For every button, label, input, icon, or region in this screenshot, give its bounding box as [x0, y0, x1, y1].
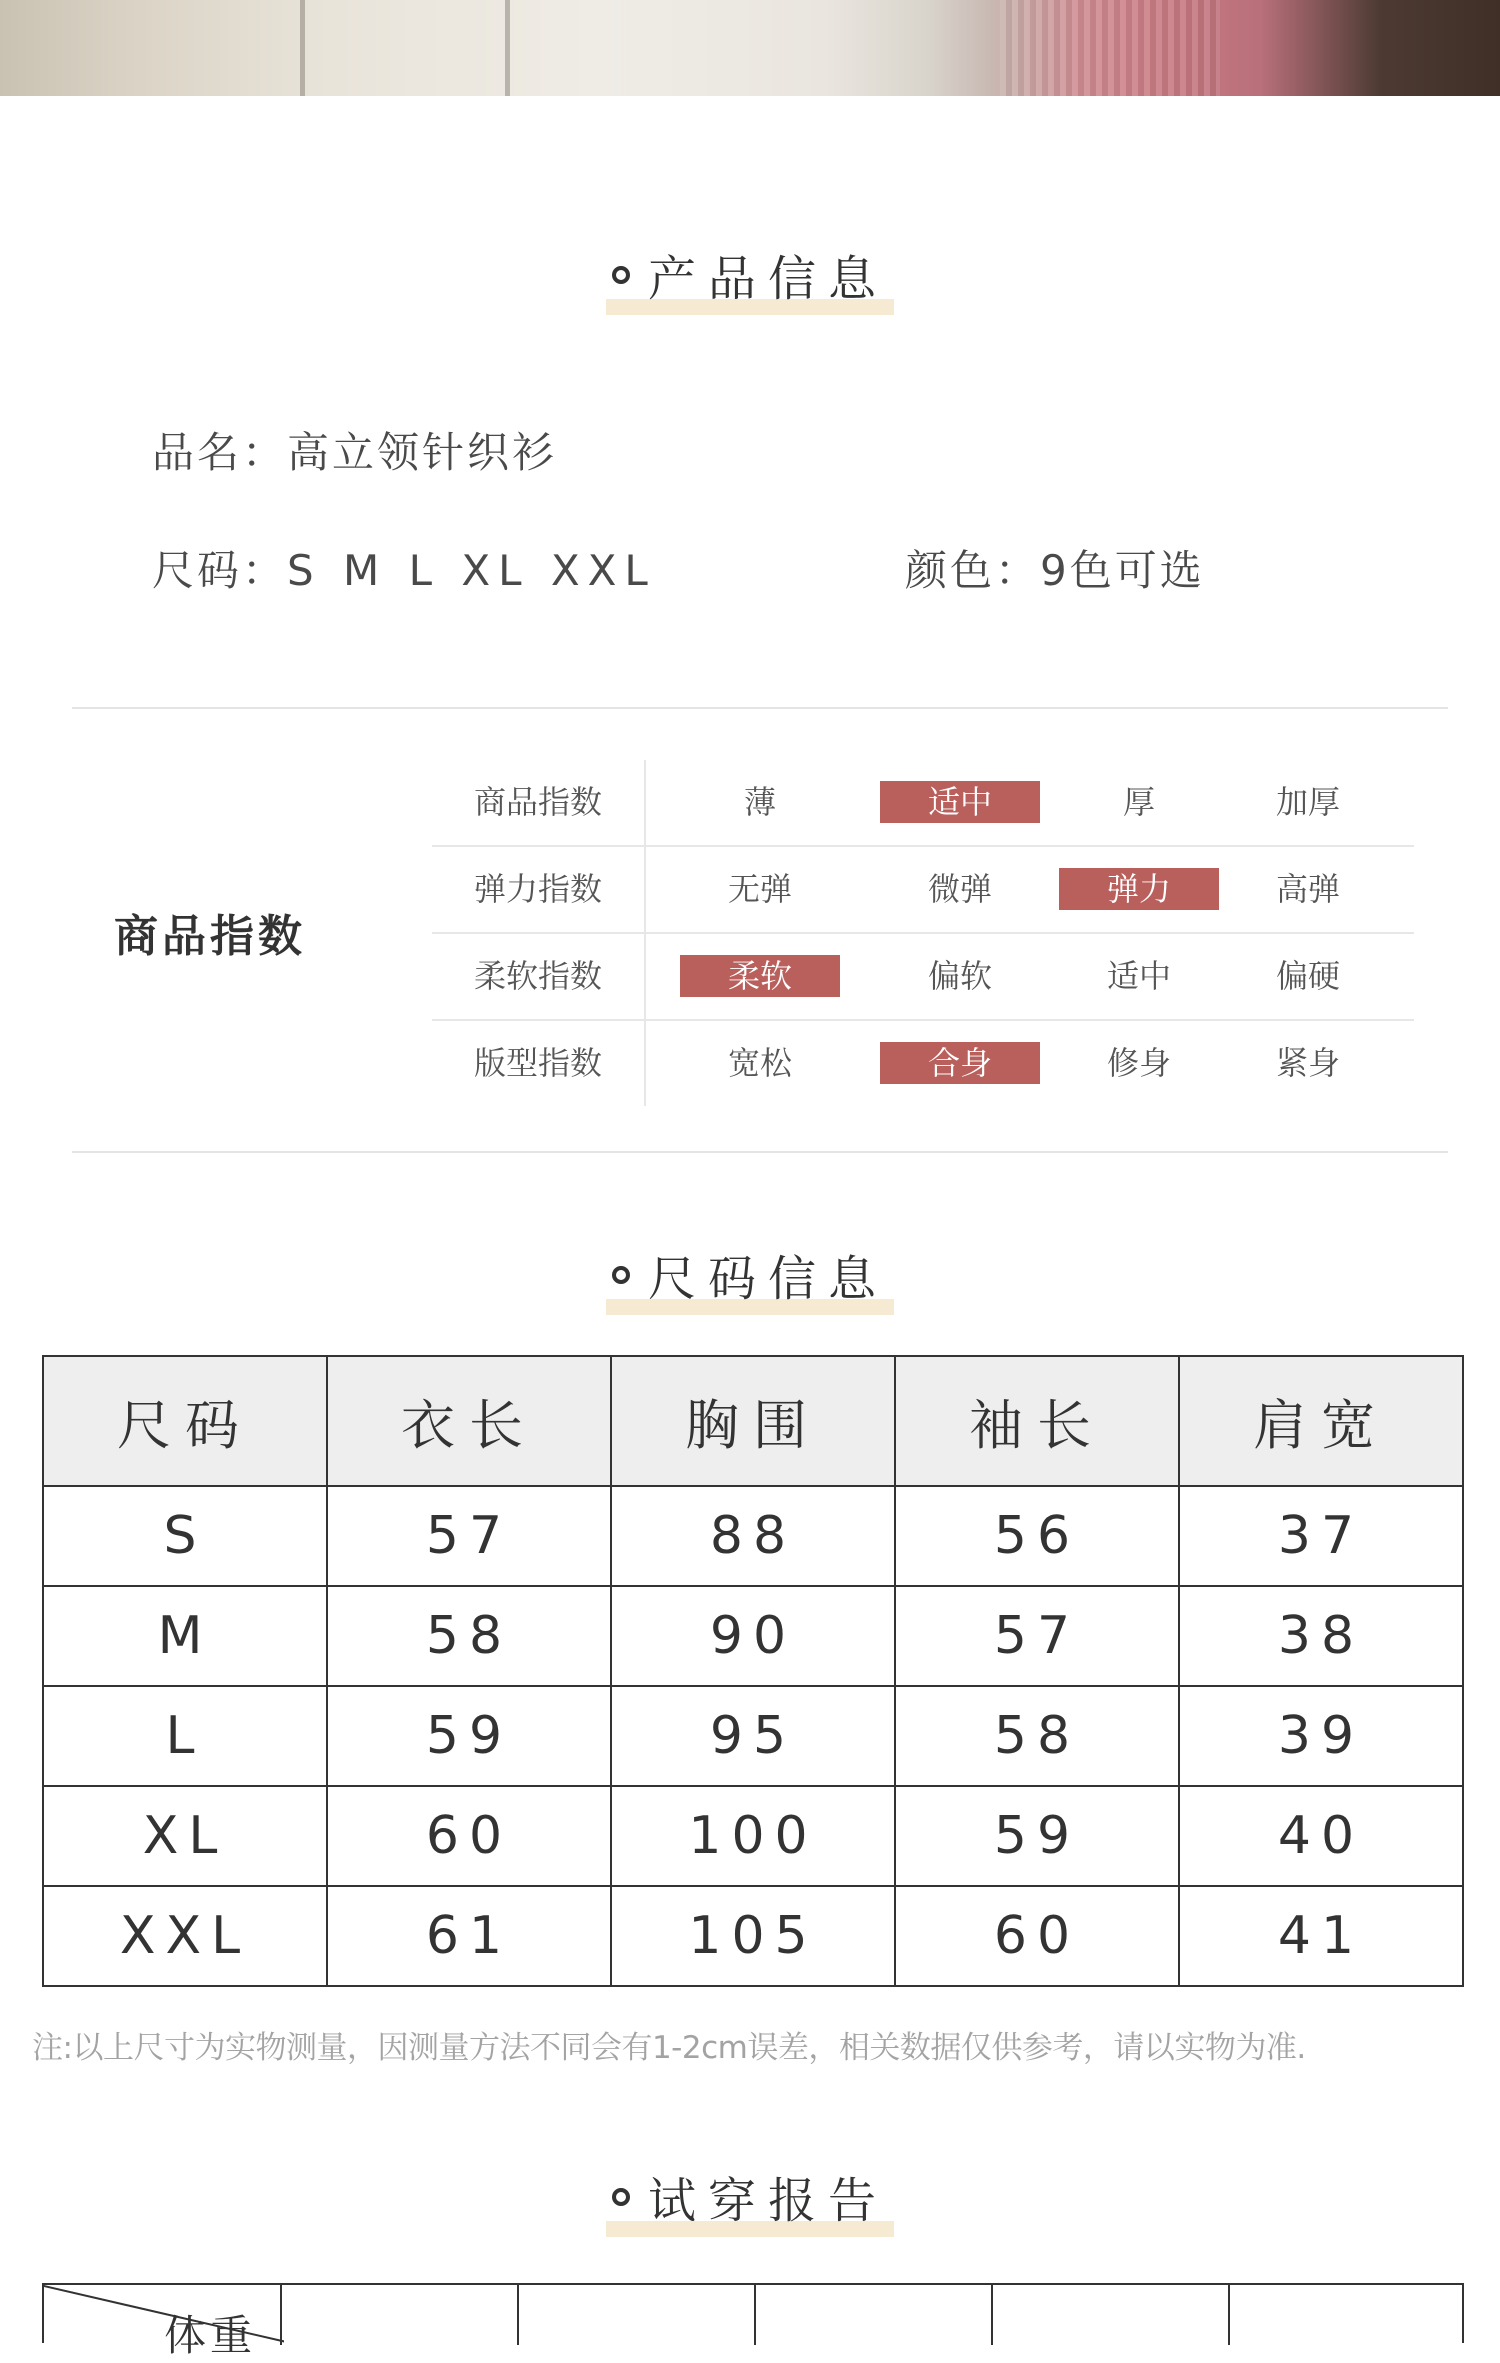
index-option-selected: [670, 934, 850, 1019]
table-cell: 95: [611, 1686, 895, 1786]
index-row: [432, 760, 1414, 847]
table-cell: 38: [1179, 1586, 1463, 1686]
index-option: [670, 847, 850, 932]
table-row: [43, 1886, 1463, 1986]
size-table-header-row: [43, 1356, 1463, 1486]
product-size-value: S M L XL XXL: [287, 546, 656, 595]
table-cell: 60: [895, 1886, 1179, 1986]
product-size-label: 尺码：: [152, 546, 288, 595]
circle-bullet-icon: [612, 266, 630, 284]
circle-bullet-icon: [612, 2188, 630, 2206]
size-table-header: 衣长: [327, 1356, 611, 1486]
index-row-label: 弹力指数: [432, 847, 646, 932]
index-option-text: 紧身: [1275, 1044, 1340, 1082]
product-color-label: 颜色：: [905, 546, 1041, 595]
index-row-label: 柔软指数: [432, 934, 646, 1019]
table-row: [43, 1486, 1463, 1586]
index-option-text: 偏硬: [1275, 957, 1340, 995]
index-option: [1218, 1021, 1398, 1106]
table-row: [43, 1586, 1463, 1686]
index-option: [1218, 760, 1398, 845]
table-cell: M: [43, 1586, 327, 1686]
index-option-text: 无弹: [727, 870, 792, 908]
section-title-tryon: 试穿报告: [0, 2162, 1500, 2231]
table-cell: 39: [1179, 1686, 1463, 1786]
index-option-text: 适中: [880, 781, 1040, 823]
tryon-header-label: 体重: [164, 2311, 257, 2360]
table-cell: 40: [1179, 1786, 1463, 1886]
index-row-label: 商品指数: [432, 760, 646, 845]
index-option: [1218, 847, 1398, 932]
size-table-header: 胸围: [611, 1356, 895, 1486]
table-cell: 105: [611, 1886, 895, 1986]
index-row: [432, 1021, 1414, 1106]
table-cell: 100: [611, 1786, 895, 1886]
table-cell: 58: [327, 1586, 611, 1686]
product-name: [152, 420, 557, 480]
divider: [72, 1151, 1448, 1153]
index-option-text: 柔软: [680, 955, 840, 997]
product-name-label: 品名：: [152, 428, 288, 477]
index-option-text: 厚: [1122, 783, 1155, 821]
tryon-col-line: [1228, 2285, 1230, 2345]
table-cell: 90: [611, 1586, 895, 1686]
table-cell: 37: [1179, 1486, 1463, 1586]
index-option-text: 加厚: [1275, 783, 1340, 821]
table-cell: 56: [895, 1486, 1179, 1586]
divider: [72, 707, 1448, 709]
table-cell: 57: [895, 1586, 1179, 1686]
circle-bullet-icon: [612, 1266, 630, 1284]
index-option: [670, 760, 850, 845]
table-cell: 59: [895, 1786, 1179, 1886]
index-option-text: 修身: [1106, 1044, 1171, 1082]
size-table-header: 肩宽: [1179, 1356, 1463, 1486]
table-cell: XL: [43, 1786, 327, 1886]
index-option: [1049, 1021, 1229, 1106]
index-option-text: 薄: [743, 783, 776, 821]
table-cell: 58: [895, 1686, 1179, 1786]
section-title-product: 产品信息: [0, 240, 1500, 309]
index-option-selected: [1049, 847, 1229, 932]
table-cell: 59: [327, 1686, 611, 1786]
index-option: [1049, 760, 1229, 845]
index-row: [432, 934, 1414, 1021]
table-cell: XXL: [43, 1886, 327, 1986]
table-cell: 88: [611, 1486, 895, 1586]
index-heading: 商品指数: [114, 911, 306, 962]
size-table: [42, 1355, 1464, 1987]
index-option: [670, 1021, 850, 1106]
index-option: [1049, 934, 1229, 1019]
tryon-table: [42, 2283, 1464, 2360]
photo-knit-texture: [1000, 0, 1220, 96]
tryon-col-line: [517, 2285, 519, 2345]
index-option-text: 合身: [880, 1042, 1040, 1084]
table-row: [43, 1686, 1463, 1786]
table-cell: 41: [1179, 1886, 1463, 1986]
index-option-text: 偏软: [927, 957, 992, 995]
index-row-label: 版型指数: [432, 1021, 646, 1106]
index-option-selected: [870, 1021, 1050, 1106]
table-row: [43, 1786, 1463, 1886]
size-table-header: 尺码: [43, 1356, 327, 1486]
size-table-header: 袖长: [895, 1356, 1179, 1486]
size-note: 注:以上尺寸为实物测量，因测量方法不同会有1-2cm误差，相关数据仅供参考，请以实物为准.: [32, 2030, 1306, 2066]
section-title-size: 尺码信息: [0, 1240, 1500, 1309]
product-color-value: 9色可选: [1040, 546, 1205, 595]
photo-fold-line: [505, 0, 510, 96]
index-option-text: 弹力: [1059, 868, 1219, 910]
product-name-value: 高立领针织衫: [287, 428, 558, 477]
table-cell: 57: [327, 1486, 611, 1586]
index-option-selected: [870, 760, 1050, 845]
photo-fold-line: [300, 0, 305, 96]
index-option-text: 微弹: [927, 870, 992, 908]
index-option: [1218, 934, 1398, 1019]
product-sizes: [152, 538, 656, 598]
tryon-col-line: [991, 2285, 993, 2345]
table-cell: S: [43, 1486, 327, 1586]
table-cell: L: [43, 1686, 327, 1786]
index-row: [432, 847, 1414, 934]
table-cell: 61: [327, 1886, 611, 1986]
product-colors: [905, 538, 1205, 598]
index-matrix: [432, 760, 1414, 1106]
index-option-text: 适中: [1106, 957, 1171, 995]
tryon-col-line: [280, 2285, 282, 2345]
table-cell: 60: [327, 1786, 611, 1886]
index-option-text: 宽松: [727, 1044, 792, 1082]
index-option: [870, 847, 1050, 932]
index-option: [870, 934, 1050, 1019]
product-photo-strip: [0, 0, 1500, 96]
tryon-col-line: [754, 2285, 756, 2345]
index-option-text: 高弹: [1275, 870, 1340, 908]
